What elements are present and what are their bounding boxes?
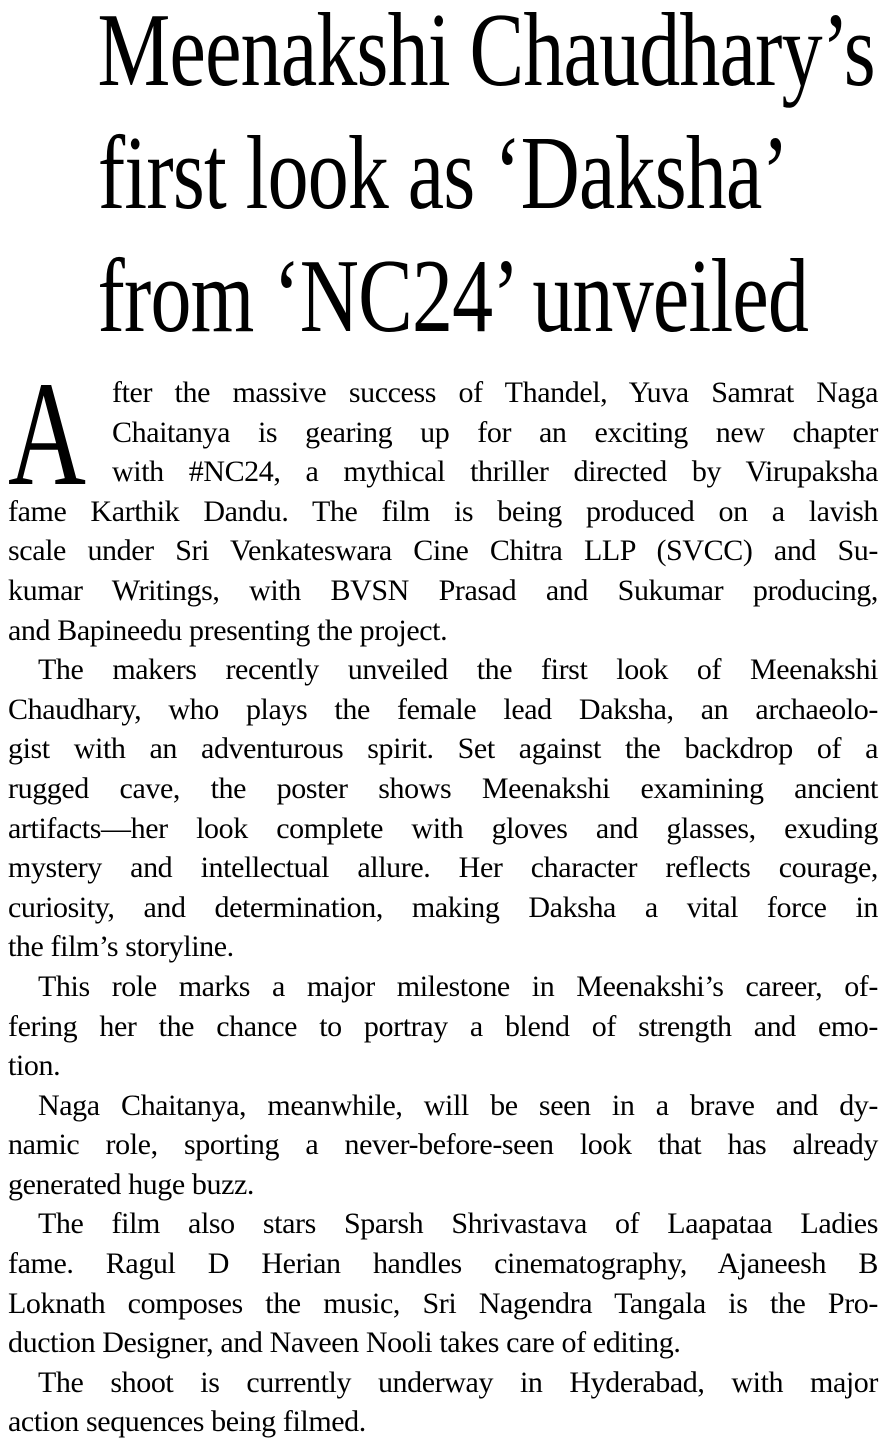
text-line: Naga Chaitanya, meanwhile, will be seen in a brave and dy- (38, 1088, 878, 1122)
drop-cap-letter: A (8, 351, 86, 517)
text-line: fame. Ragul D Herian handles cinematography, Ajaneesh B (8, 1247, 878, 1281)
text-line: rugged cave, the poster shows Meenakshi examining ancient (8, 771, 878, 805)
text-line: fter the massive success of Thandel, Yuva Samrat Naga (112, 376, 878, 409)
text-line: curiosity, and determination, making Daksha a vital force in (8, 890, 878, 924)
text-line: fering her the chance to portray a blend of strength and emo- (8, 1009, 878, 1043)
text-line: Chaudhary, who plays the female lead Daksha, an archaeolo- (8, 692, 878, 726)
paragraph (8, 967, 878, 1086)
headline-line: Meenakshi Chaudhary’s (97, 0, 875, 108)
text-line: and Bapineedu presenting the project. (8, 613, 448, 647)
text-line: mystery and intellectual allure. Her character reflects courage, (8, 851, 878, 885)
drop-cap (8, 351, 112, 517)
paragraph (8, 1363, 878, 1442)
text-line: The shoot is currently underway in Hyderabad, with major (38, 1365, 878, 1399)
text-line: kumar Writings, with BVSN Prasad and Sukumar producing, (8, 573, 878, 607)
text-line: The makers recently unveiled the first look of Meenakshi (38, 653, 878, 687)
headline-line: from ‘NC24’ unveiled (97, 237, 809, 354)
text-line: Chaitanya is gearing up for an exciting new chapter (112, 415, 878, 449)
article-headline (0, 0, 886, 357)
text-line: tion. (8, 1049, 61, 1083)
text-line: Loknath composes the music, Sri Nagendra Tangala is the Pro- (8, 1286, 878, 1320)
headline-line: first look as ‘Daksha’ (97, 114, 789, 231)
text-line: scale under Sri Venkateswara Cine Chitra LLP (SVCC) and Su- (8, 534, 878, 568)
text-line: generated huge buzz. (8, 1167, 255, 1201)
paragraph (8, 650, 878, 967)
text-line: The film also stars Sparsh Shrivastava of Laapataa Ladies (38, 1207, 878, 1241)
paragraph (8, 351, 878, 650)
paragraph (8, 1086, 878, 1205)
article-body (8, 351, 878, 1442)
text-line: the film’s storyline. (8, 930, 234, 964)
text-line: namic role, sporting a never-before-seen look that has already (8, 1128, 878, 1162)
text-line: gist with an adventurous spirit. Set against the backdrop of a (8, 732, 878, 766)
text-line: action sequences being filmed. (8, 1405, 366, 1439)
text-line: artifacts—her look complete with gloves and glasses, exuding (8, 811, 878, 845)
text-line: duction Designer, and Naveen Nooli takes care of editing. (8, 1326, 681, 1360)
text-line: fame Karthik Dandu. The film is being produced on a lavish (8, 494, 878, 528)
text-line: with #NC24, a mythical thriller directed by Virupaksha (112, 455, 878, 489)
text-line: This role marks a major milestone in Meenakshi’s career, of- (38, 969, 878, 1003)
paragraph (8, 1204, 878, 1362)
